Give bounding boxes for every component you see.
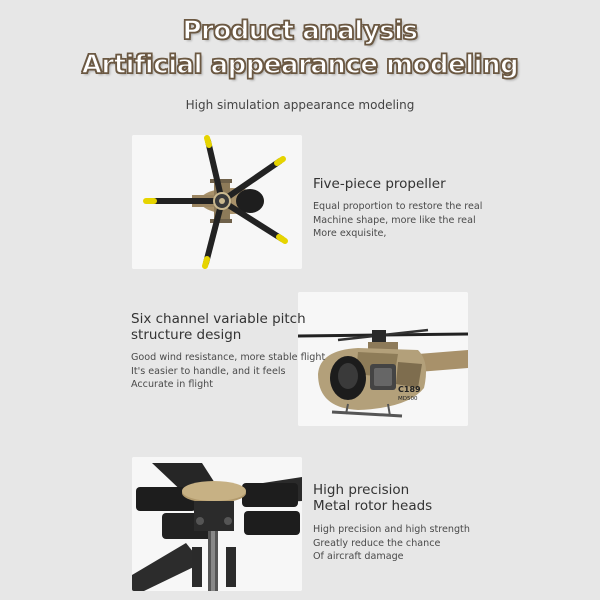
feature-heading-pitch xyxy=(131,311,306,343)
feature-heading-line: Metal rotor heads xyxy=(313,498,433,514)
feature-body-rotor-heads xyxy=(313,523,470,564)
feature-body-line: Of aircraft damage xyxy=(313,551,404,562)
page-title-line-1: Product analysis xyxy=(182,16,418,46)
feature-body-line: Good wind resistance, more stable flight xyxy=(131,352,326,363)
feature-body-line: More exquisite, xyxy=(313,228,387,239)
feature-heading-line: Six channel variable pitch xyxy=(131,311,306,327)
feature-body-line: It's easier to handle, and it feels xyxy=(131,365,286,377)
feature-heading-line: structure design xyxy=(131,327,242,343)
page-subtitle: High simulation appearance modeling xyxy=(185,98,415,112)
feature-heading-line: High precision xyxy=(313,482,410,498)
propeller-top-view-image xyxy=(132,135,302,269)
feature-body-line: Accurate in flight xyxy=(131,379,213,390)
feature-heading-propeller xyxy=(313,176,446,192)
feature-body-line: Greatly reduce the chance xyxy=(313,537,441,549)
rotor-head-closeup-image xyxy=(132,457,302,591)
model-code-label: C189 xyxy=(398,385,421,394)
feature-body-pitch xyxy=(131,351,325,392)
feature-body-line: Equal proportion to restore the real xyxy=(313,201,483,212)
feature-body-line: Machine shape, more like the real xyxy=(313,214,476,226)
model-name-label: MD500 xyxy=(398,396,418,402)
feature-body-line: High precision and high strength xyxy=(313,524,470,535)
feature-heading-line: Five-piece propeller xyxy=(313,176,446,192)
feature-heading-rotor-heads xyxy=(313,482,432,514)
page-title-line-2: Artificial appearance modeling xyxy=(81,50,519,80)
feature-body-propeller xyxy=(313,200,482,241)
